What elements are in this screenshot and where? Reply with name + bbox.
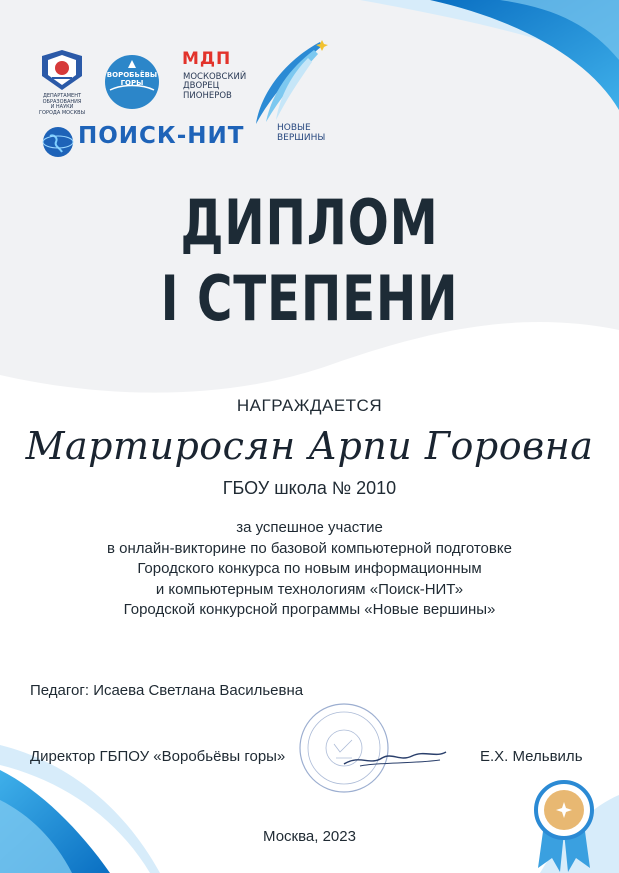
novye-vershiny-caption: НОВЫЕ ВЕРШИНЫ (277, 123, 326, 143)
dept-education-emblem-icon (38, 48, 86, 92)
diploma-title: ДИПЛОМ (180, 186, 439, 259)
recipient-name: Мартиросян Арпи Горовна (25, 424, 594, 468)
reason-line: и компьютерным технологиям «Поиск-НИТ» (155, 580, 464, 598)
globe-icon (42, 126, 74, 158)
director-signature (340, 744, 450, 772)
reason-line: Городской конкурсной программы «Новые вершины» (123, 601, 496, 618)
reason-line: Городского конкурса по новым информационным (137, 560, 482, 577)
reason-line: в онлайн-викторине по базовой компьютерной подготовке (107, 539, 512, 557)
medal-icon (530, 780, 598, 873)
novye-vershiny-logo-icon (250, 38, 330, 128)
poisk-nit-logo-text: ПОИСК-НИТ (78, 123, 245, 149)
director-name: Е.Х. Мельвиль (480, 748, 583, 765)
awarded-heading: НАГРАЖДАЕТСЯ (236, 396, 383, 415)
dept-education-caption: ДЕПАРТАМЕНТ ОБРАЗОВАНИЯ И НАУКИ ГОРОДА МОСКВЫ (39, 93, 85, 116)
mdp-caption: МОСКОВСКИЙ ДВОРЕЦ ПИОНЕРОВ (183, 72, 247, 101)
vorobyovy-gory-caption: ВОРОБЬЁВЫ ГОРЫ (106, 71, 158, 87)
teacher-row (30, 682, 303, 699)
teacher-label: Педагог: (30, 682, 90, 699)
reason-line: за успешное участие (236, 519, 383, 536)
diploma-degree: I СТЕПЕНИ (160, 262, 459, 335)
city-year: Москва, 2023 (263, 828, 356, 845)
recipient-school: ГБОУ школа № 2010 (222, 478, 397, 498)
award-reason (0, 518, 619, 621)
director-label: Директор ГБПОУ «Воробьёвы горы» (30, 748, 286, 765)
mdp-logo-mark: МДП (182, 49, 232, 69)
teacher-name: Исаева Светлана Васильевна (93, 682, 304, 699)
